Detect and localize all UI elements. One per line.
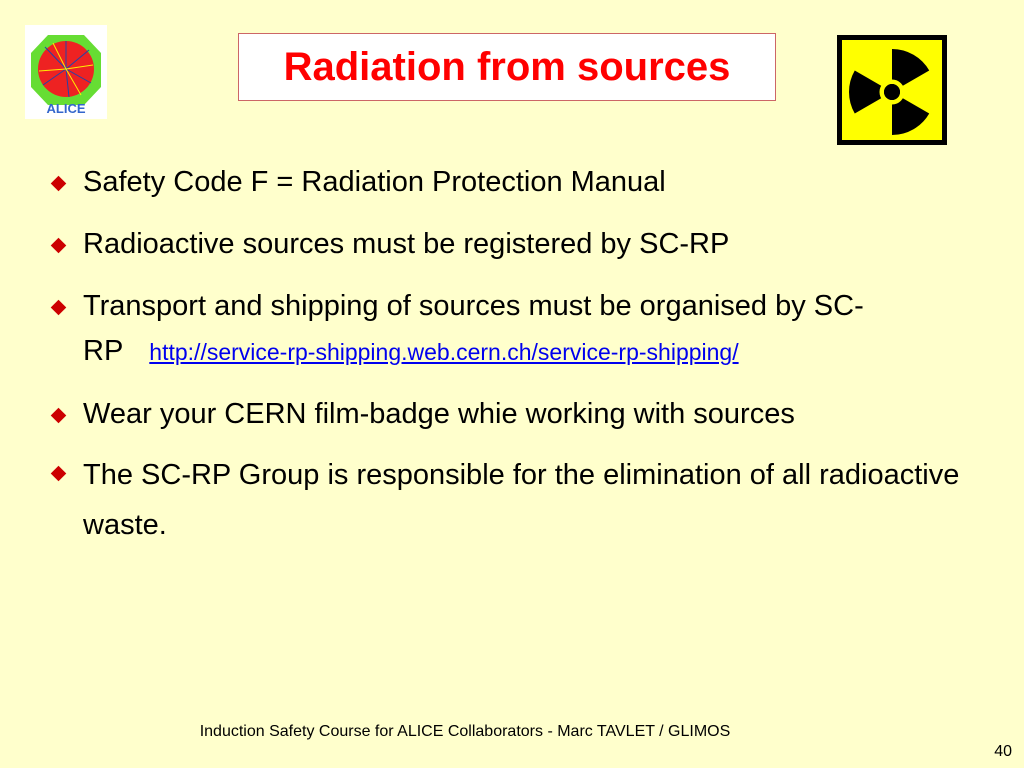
list-item bbox=[45, 450, 985, 550]
shipping-link[interactable]: http://service-rp-shipping.web.cern.ch/service-rp-shipping/ bbox=[149, 339, 739, 365]
diamond-bullet-icon bbox=[51, 238, 67, 254]
radiation-hazard-icon bbox=[837, 35, 947, 145]
list-item bbox=[45, 392, 985, 437]
diamond-bullet-icon bbox=[51, 300, 67, 316]
alice-logo-icon bbox=[25, 25, 107, 119]
bullet-text: Transport and shipping of sources must be organised by SC-RP bbox=[83, 290, 864, 367]
page-number: 40 bbox=[994, 743, 1012, 760]
logo-text: ALICE bbox=[46, 101, 86, 116]
title-box bbox=[238, 33, 776, 101]
footer-text: Induction Safety Course for ALICE Collaborators - Marc TAVLET / GLIMOS bbox=[199, 723, 731, 740]
diamond-bullet-icon bbox=[51, 176, 67, 192]
bullet-list bbox=[45, 160, 985, 567]
list-item bbox=[45, 284, 985, 375]
diamond-bullet-icon bbox=[51, 408, 67, 424]
bullet-text: Wear your CERN film-badge whie working with sources bbox=[83, 398, 795, 430]
bullet-text: Radioactive sources must be registered by SC-RP bbox=[83, 228, 730, 260]
list-item bbox=[45, 160, 985, 205]
bullet-text: The SC-RP Group is responsible for the elimination of all radioactive waste. bbox=[83, 459, 960, 541]
page-title: Radiation from sources bbox=[283, 44, 731, 89]
list-item bbox=[45, 222, 985, 267]
diamond-bullet-icon bbox=[51, 466, 67, 482]
bullet-text: Safety Code F = Radiation Protection Manual bbox=[83, 166, 666, 198]
